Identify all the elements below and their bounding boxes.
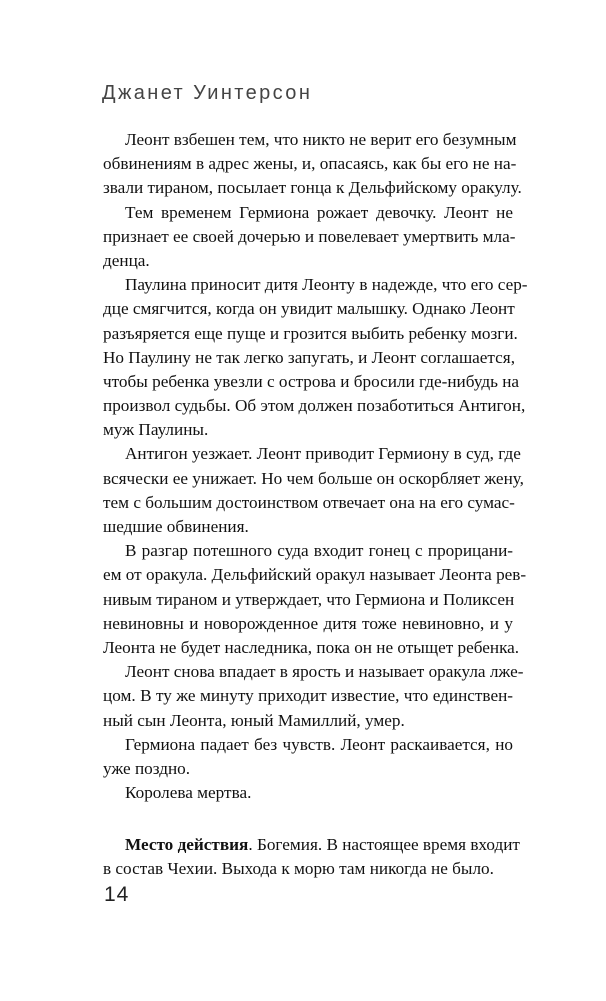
text-line: цом. В ту же минуту приходит известие, что единствен- <box>103 686 513 706</box>
text-line: Королева мертва. <box>125 783 252 803</box>
running-header: Джанет Уинтерсон <box>102 82 313 104</box>
page-number: 14 <box>104 883 130 906</box>
text-line: денца. <box>103 250 150 270</box>
paragraph <box>103 733 513 781</box>
text-line: Леонт снова впадает в ярость и называет оракула лже- <box>125 662 524 682</box>
setting-text-1: . Богемия. В настоящее время входит <box>248 835 520 855</box>
text-line: разъяряется еще пуще и грозится выбить ребенку мозги. <box>103 323 518 343</box>
paragraph <box>103 539 527 660</box>
paragraph <box>103 201 516 274</box>
text-line: обвинениям в адрес жены, и, опасаясь, как бы его не на- <box>103 154 517 174</box>
text-line: Паулина приносит дитя Леонту в надежде, что его сер- <box>125 275 528 295</box>
paragraph <box>103 273 528 442</box>
text-line: Антигон уезжает. Леонт приводит Гермиону в суд, где <box>125 444 521 464</box>
paragraph <box>103 128 522 201</box>
text-line: звали тираном, посылает гонца к Дельфийскому оракулу. <box>103 178 522 198</box>
text-line: тем с большим достоинством отвечает она на его сумас- <box>103 492 515 512</box>
setting-label: Место действия <box>125 835 249 855</box>
text-line: Леонт взбешен тем, что никто не верит его безумным <box>125 130 517 149</box>
paragraph <box>103 442 524 539</box>
body-text <box>103 128 528 882</box>
text-line: ный сын Леонта, юный Мамиллий, умер. <box>103 710 405 730</box>
text-line: невиновны и новорожденное дитя тоже невиновно, и у <box>103 613 513 633</box>
text-line: дце смягчится, когда он увидит малышку. Однако Леонт <box>103 299 515 319</box>
text-line: Гермиона падает без чувств. Леонт раскаивается, но <box>125 734 513 754</box>
text-line: произвол судьбы. Об этом должен позаботиться Антигон, <box>103 396 526 416</box>
paragraph <box>103 660 524 733</box>
text-line: Тем временем Гермиона рожает девочку. Леонт не <box>125 202 513 222</box>
text-line: шедшие обвинения. <box>103 517 249 536</box>
text-line: нивым тираном и утверждает, что Гермиона и Поликсен <box>103 589 515 609</box>
story-paragraphs <box>103 128 528 805</box>
setting-line-1 <box>103 833 520 857</box>
setting-paragraph <box>103 833 520 881</box>
text-line: признает ее своей дочерью и повелевает умертвить мла- <box>103 226 516 246</box>
paragraph <box>103 781 513 805</box>
text-line: Леонта не будет наследника, пока он не отыщет ребенка. <box>103 637 520 657</box>
text-line: ем от оракула. Дельфийский оракул называет Леонта рев- <box>103 565 527 585</box>
text-line: всячески ее унижает. Но чем больше он оскорбляет жену, <box>103 468 524 488</box>
text-line: уже поздно. <box>103 758 191 778</box>
text-line: муж Паулины. <box>103 420 209 440</box>
text-line: чтобы ребенка увезли с острова и бросили где-нибудь на <box>103 371 520 391</box>
text-line: В разгар потешного суда входит гонец с прорицани- <box>125 541 513 561</box>
section-gap <box>103 805 513 833</box>
text-line: Но Паулину не так легко запугать, и Леонт соглашается, <box>103 347 515 367</box>
setting-line-2: в состав Чехии. Выхода к морю там никогда не было. <box>103 859 494 879</box>
